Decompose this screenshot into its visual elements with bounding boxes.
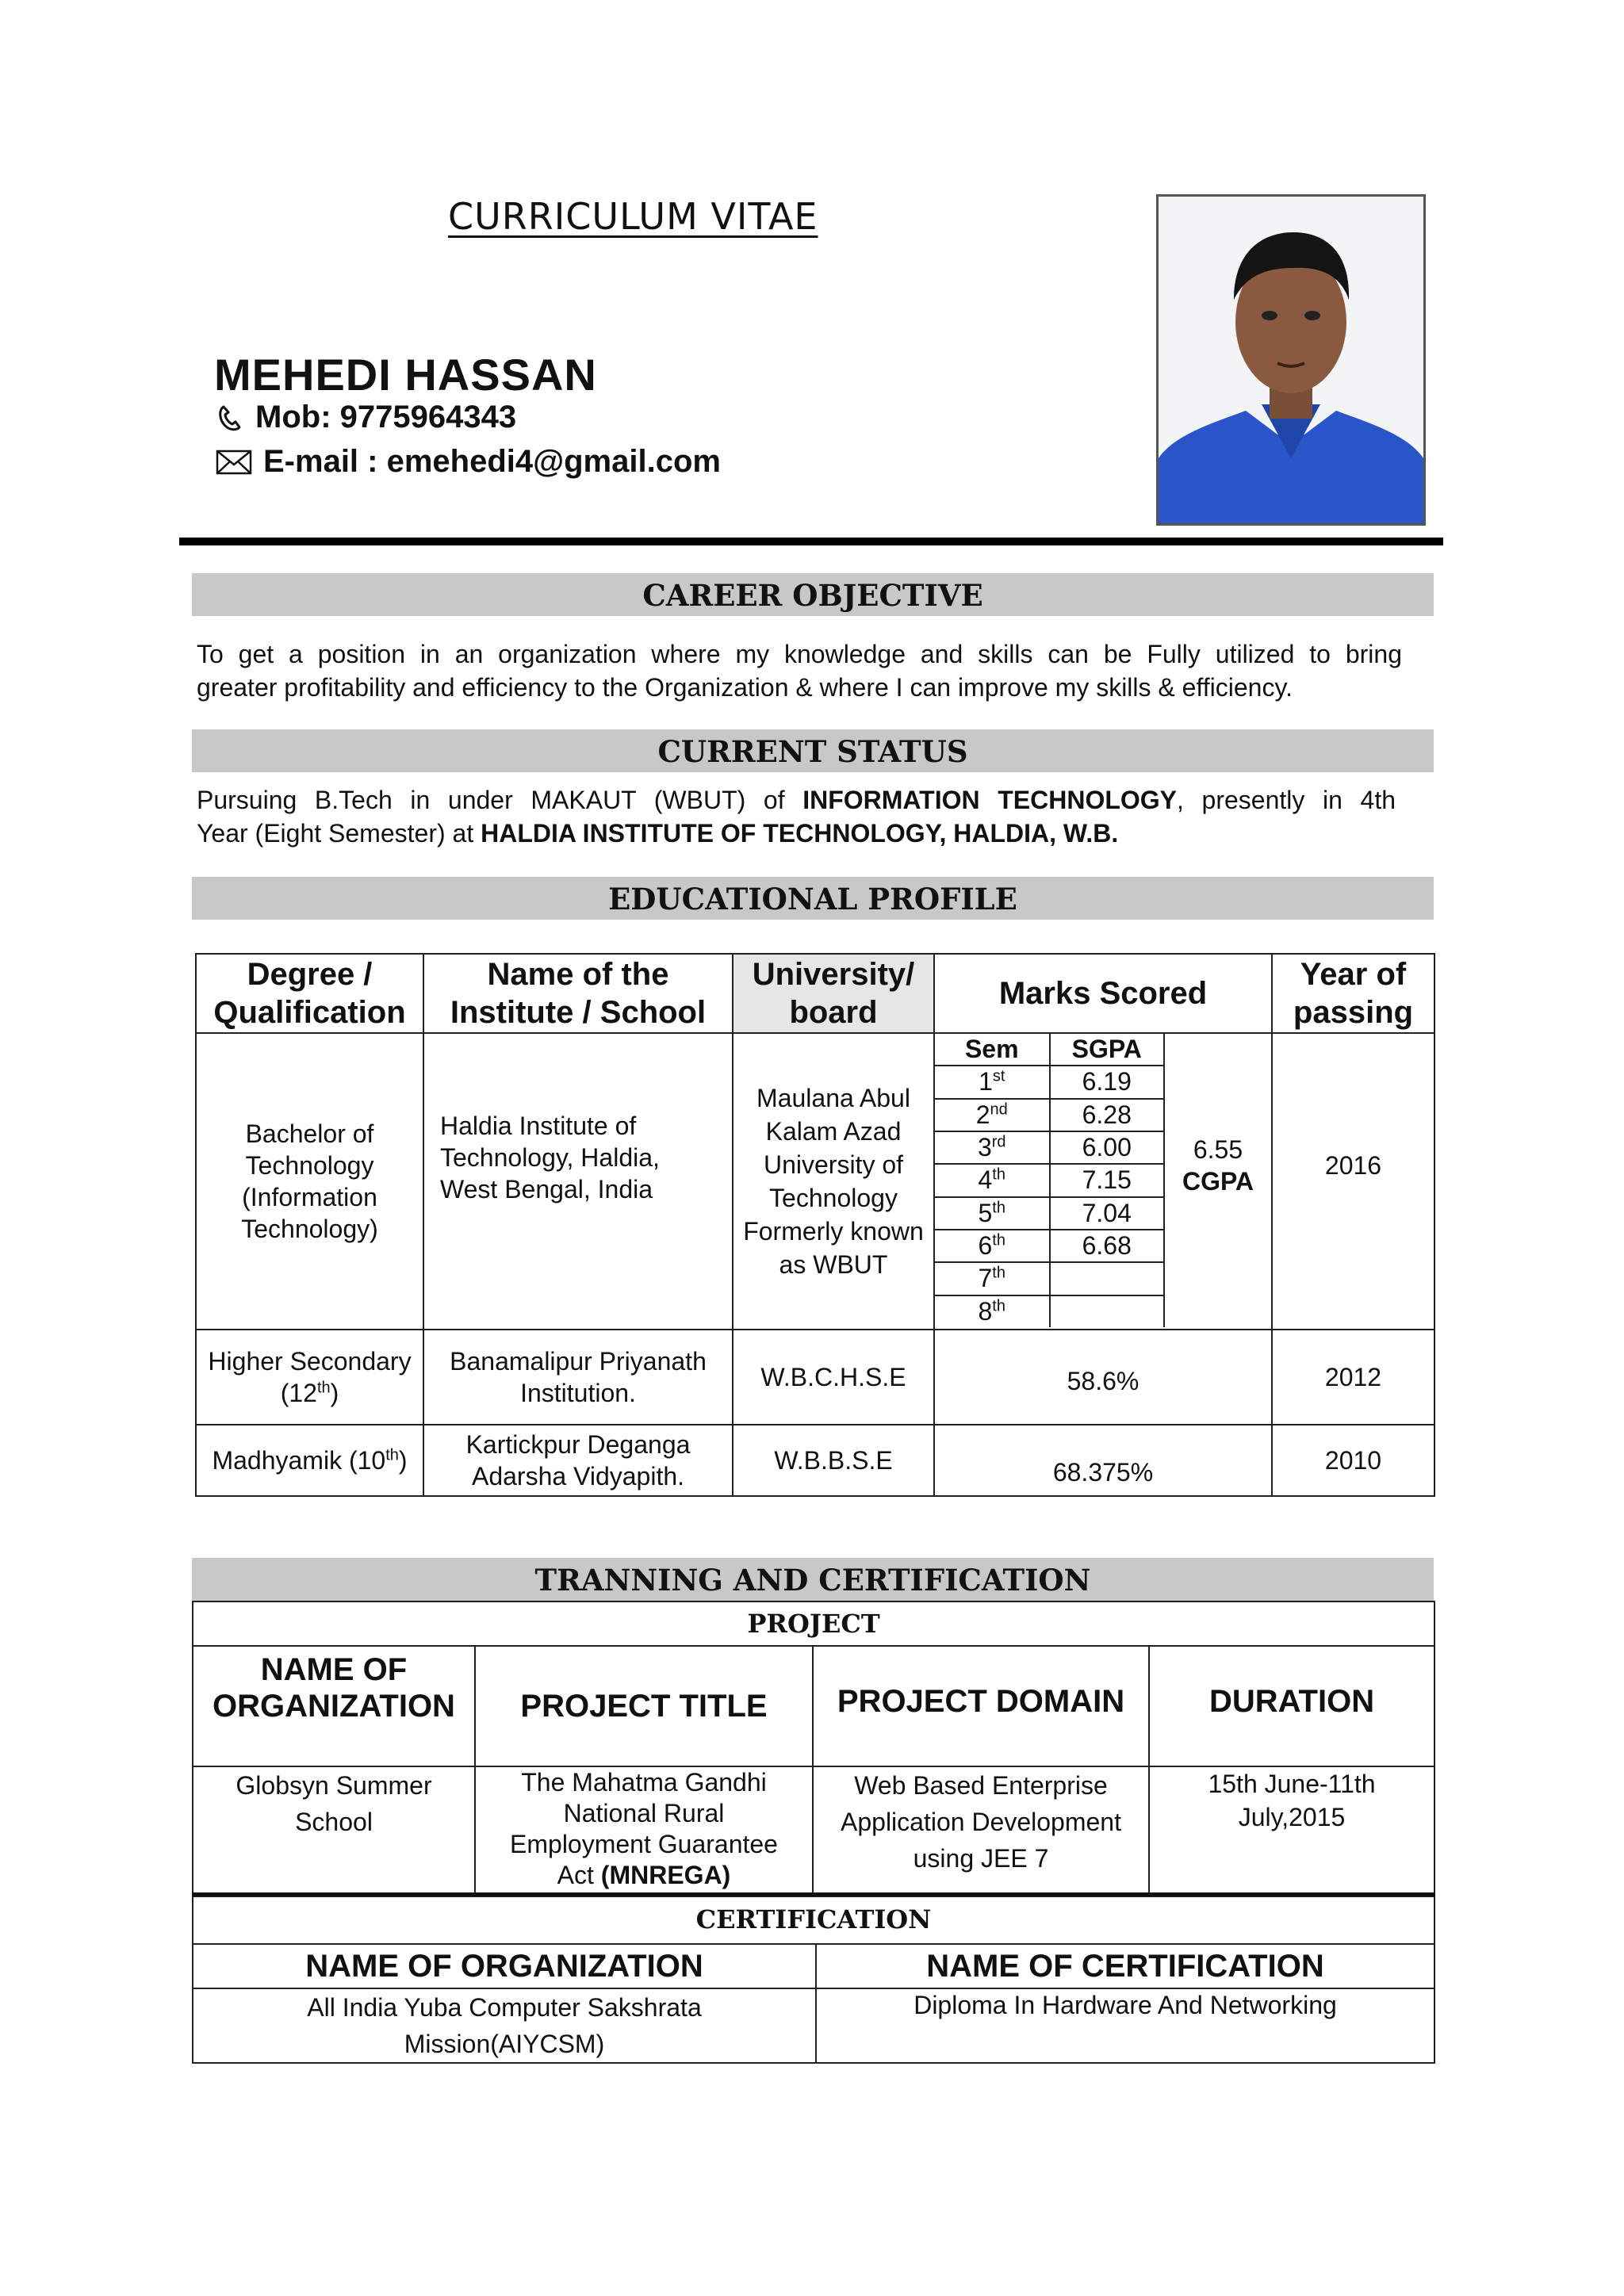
madhyamik-institute: Kartickpur Deganga Adarsha Vidyapith. [423, 1425, 733, 1496]
sgpa-header: SGPA [1050, 1034, 1165, 1066]
project-heading: PROJECT [193, 1601, 1434, 1646]
sem-number: 5th [935, 1197, 1050, 1230]
org-header: NAME OF ORGANIZATION [193, 1646, 475, 1766]
document-title: CURRICULUM VITAE [448, 195, 818, 238]
board-header: University/ board [733, 954, 934, 1033]
project-title: The Mahatma Gandhi National Rural Employment Guarantee Act (MNREGA) [475, 1766, 813, 1896]
envelope-icon [216, 449, 252, 476]
status-text: , presently in 4th [1177, 786, 1396, 814]
semester-row [935, 1164, 1164, 1196]
cert-name-header: NAME OF CERTIFICATION [816, 1944, 1434, 1988]
email-contact [216, 444, 721, 480]
status-branch: INFORMATION TECHNOLOGY [802, 786, 1177, 814]
certification-table [192, 1892, 1435, 2064]
semester-row [935, 1066, 1164, 1098]
duration-header: DURATION [1149, 1646, 1434, 1766]
project-domain: Web Based Enterprise Application Development using JEE 7 [813, 1766, 1149, 1896]
candidate-name: MEHEDI HASSAN [214, 350, 597, 400]
btech-marks-cell [934, 1033, 1272, 1330]
mobile-contact [216, 400, 516, 435]
mobile-number: Mob: 9775964343 [255, 400, 517, 434]
semester-row [935, 1099, 1164, 1131]
certification-heading-row [193, 1895, 1434, 1944]
sgpa-value [1050, 1295, 1165, 1327]
header-divider [179, 538, 1443, 545]
marks-header: Marks Scored [934, 954, 1272, 1033]
status-line-1 [197, 783, 1396, 817]
project-org: Globsyn Summer School [193, 1766, 475, 1896]
profile-photo [1156, 194, 1426, 526]
sgpa-value: 7.04 [1050, 1197, 1165, 1230]
cert-org-header: NAME OF ORGANIZATION [193, 1944, 816, 1988]
status-line-2 [197, 817, 1396, 850]
status-text: Pursuing B.Tech in under MAKAUT (WBUT) of [197, 786, 803, 814]
semester-row [935, 1230, 1164, 1262]
hs-degree: Higher Secondary (12th) [196, 1330, 423, 1425]
current-status-heading: CURRENT STATUS [192, 729, 1434, 772]
sem-number: 2nd [935, 1099, 1050, 1131]
sgpa-value [1050, 1262, 1165, 1295]
btech-row [196, 1033, 1434, 1330]
current-status-text [197, 783, 1396, 850]
sem-number: 6th [935, 1230, 1050, 1262]
education-table [195, 953, 1435, 1497]
project-header-row [193, 1646, 1434, 1766]
domain-header: PROJECT DOMAIN [813, 1646, 1149, 1766]
objective-line-2: greater profitability and efficiency to the Organization & where I can improve my skills & efficiency. [197, 673, 1293, 702]
project-table [192, 1601, 1435, 1897]
objective-line-1: To get a position in an organization where my knowledge and skills can be Fully utilized to bring [197, 640, 1402, 668]
btech-board: Maulana Abul Kalam Azad University of Technology Formerly known as WBUT [733, 1033, 934, 1330]
status-institute: HALDIA INSTITUTE OF TECHNOLOGY, HALDIA, W.B. [481, 819, 1119, 848]
year-header: Year of passing [1272, 954, 1434, 1033]
sgpa-value: 6.68 [1050, 1230, 1165, 1262]
certification-header-row [193, 1944, 1434, 1988]
semester-header-row [935, 1034, 1164, 1066]
madhyamik-degree: Madhyamik (10th) [196, 1425, 423, 1496]
cgpa-block [1165, 1034, 1271, 1329]
email-address: E-mail : emehedi4@gmail.com [263, 444, 721, 479]
btech-degree: Bachelor of Technology (Information Technology) [196, 1033, 423, 1330]
career-objective-text [197, 637, 1402, 704]
cgpa-label: CGPA [1182, 1167, 1254, 1196]
degree-header: Degree / Qualification [196, 954, 423, 1033]
status-text: Year (Eight Semester) at [197, 819, 481, 848]
education-header-row [196, 954, 1434, 1033]
project-duration: 15th June-11th July,2015 [1149, 1766, 1434, 1896]
sem-header: Sem [935, 1034, 1050, 1066]
sem-number: 1st [935, 1066, 1050, 1098]
hs-year: 2012 [1272, 1330, 1434, 1425]
cert-name: Diploma In Hardware And Networking [816, 1988, 1434, 2063]
project-row [193, 1766, 1434, 1896]
certification-row [193, 1988, 1434, 2063]
cert-org: All India Yuba Computer Sakshrata Mission(AIYCSM) [193, 1988, 816, 2063]
sgpa-value: 6.19 [1050, 1066, 1165, 1098]
hs-institute: Banamalipur Priyanath Institution. [423, 1330, 733, 1425]
career-objective-heading: CAREER OBJECTIVE [192, 573, 1434, 616]
sgpa-value: 6.28 [1050, 1099, 1165, 1131]
madhyamik-row [196, 1425, 1434, 1496]
sem-number: 8th [935, 1295, 1050, 1327]
hs-board: W.B.C.H.S.E [733, 1330, 934, 1425]
semester-row [935, 1295, 1164, 1327]
sem-number: 4th [935, 1164, 1050, 1196]
hs-row [196, 1330, 1434, 1425]
sgpa-value: 7.15 [1050, 1164, 1165, 1196]
semester-row [935, 1197, 1164, 1230]
btech-institute: Haldia Institute of Technology, Haldia, West Bengal, India [423, 1033, 733, 1330]
cgpa-value: 6.55 [1193, 1135, 1243, 1164]
training-heading: TRANNING AND CERTIFICATION [192, 1558, 1434, 1601]
project-heading-row [193, 1601, 1434, 1646]
semester-table [935, 1034, 1165, 1327]
madhyamik-marks: 68.375% [934, 1425, 1272, 1496]
educational-profile-heading: EDUCATIONAL PROFILE [192, 877, 1434, 920]
sgpa-value: 6.00 [1050, 1131, 1165, 1164]
madhyamik-year: 2010 [1272, 1425, 1434, 1496]
btech-year: 2016 [1272, 1033, 1434, 1330]
sem-number: 3rd [935, 1131, 1050, 1164]
certification-heading: CERTIFICATION [193, 1895, 1434, 1944]
madhyamik-board: W.B.B.S.E [733, 1425, 934, 1496]
title-header: PROJECT TITLE [475, 1646, 813, 1766]
semester-row [935, 1131, 1164, 1164]
institute-header: Name of the Institute / School [423, 954, 733, 1033]
hs-marks: 58.6% [934, 1330, 1272, 1425]
sem-number: 7th [935, 1262, 1050, 1295]
semester-row [935, 1262, 1164, 1295]
phone-icon [216, 404, 244, 432]
